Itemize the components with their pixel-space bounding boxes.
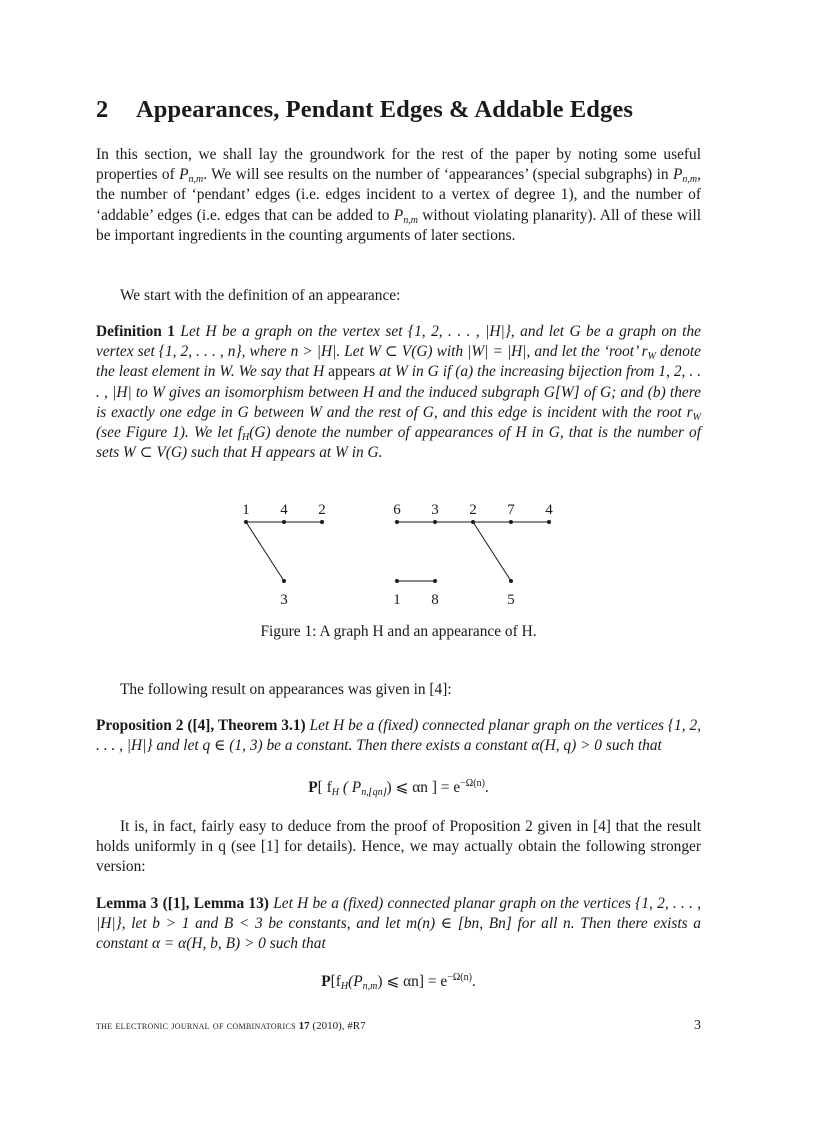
- vertex: [282, 520, 286, 524]
- proposition-label: Proposition 2 ([4], Theorem 3.1): [96, 717, 306, 734]
- vertex-label: 7: [507, 502, 515, 518]
- root-math: $r_W$: [686, 403, 701, 423]
- edge: [246, 522, 284, 581]
- vertex-label: 3: [431, 502, 439, 518]
- vertex-label: 5: [507, 592, 515, 608]
- vertex: [547, 520, 551, 524]
- vertex: [509, 520, 513, 524]
- graph-h: [242, 502, 326, 608]
- intro-text-4: without violating planarity). All of these will be important ingredients in the counting arguments of later sections.: [96, 206, 701, 244]
- figure-caption: Figure 1: A graph H and an appearance of H.: [260, 623, 537, 640]
- vertex: [395, 520, 399, 524]
- root-math: $r_W$: [641, 343, 656, 363]
- vertex: [244, 520, 248, 524]
- lemma-block: [96, 894, 701, 955]
- page-number: 3: [694, 1018, 701, 1033]
- vertex-label: 4: [280, 502, 288, 518]
- intro-text-1: In this section, we shall lay the groundwork for the rest of the paper by noting some useful properties of: [96, 146, 701, 184]
- page-footer: [96, 1020, 701, 1032]
- intro-text-3: , the number of ‘pendant’ edges (i.e. edges incident to a vertex of degree 1), and the number of ‘addable’ edges (i.e. edges that can be added to: [96, 166, 701, 224]
- result-intro: The following result on appearances was given in [4]:: [120, 681, 452, 698]
- pnm-math: $P_{n,m}$: [179, 166, 204, 186]
- vertex: [282, 579, 286, 583]
- definition-text-1: Let H be a graph on the vertex set {1, 2, . . . , |H|}, and let G be a graph on the vertex set {1, 2, . . . , n}, where n > |H|. Let W ⊂ V(G) with |W| = |H|, and let the ‘root’: [96, 323, 701, 361]
- fh-math: $f_H$: [237, 424, 250, 444]
- definition-text-5: (G) denote the number of appearances of H in G, that is the number of sets W ⊂ V(G) such that H appears at W in G.: [96, 424, 702, 462]
- vertex-label: 3: [280, 592, 288, 608]
- journal-volume: 17: [298, 1020, 310, 1032]
- section-title: Appearances, Pendant Edges & Addable Edges: [136, 96, 633, 123]
- vertex-label: 2: [469, 502, 477, 518]
- section-number: 2: [96, 96, 109, 123]
- vertex-label: 8: [431, 592, 439, 608]
- journal-name: the electronic journal of combinatorics: [96, 1020, 296, 1032]
- pnm-math: $P_{n,m}$: [672, 166, 698, 186]
- vertex: [395, 579, 399, 583]
- vertex-label: 4: [545, 502, 553, 518]
- vertex: [433, 520, 437, 524]
- proposition-text: Let H be a (fixed) connected planar graph on the vertices {1, 2, . . . , |H|} and let q ∈ (1, 3) be a constant. Then there exists a constant α(H, q) > 0 such that: [96, 717, 701, 755]
- definition-text-2: denote the least element in W. We say that H: [96, 343, 701, 381]
- journal-year: (2010), #R7: [312, 1020, 366, 1032]
- lemma-formula: $P[f_H(P_{n,m})$ ⩽ $\alpha n] = e^{-\Omega(n)}$.: [321, 972, 476, 992]
- intro-text-2: . We will see results on the number of ‘appearances’ (special subgraphs) in: [203, 166, 669, 184]
- lemma-text: Let H be a (fixed) connected planar graph on the vertices {1, 2, . . . , |H|}, let b > 1 and B < 3 be constants, and let m(n) ∈ [bn, Bn] for all n. Then there exists a constant α = α(H, b, B) > 0 such that: [96, 895, 701, 953]
- lemma-label: Lemma 3 ([1], Lemma 13): [96, 895, 269, 912]
- vertex-label: 1: [242, 502, 250, 518]
- definition-intro: We start with the definition of an appearance:: [120, 287, 401, 304]
- vertex-label: 1: [393, 592, 401, 608]
- graph-g: [393, 502, 553, 608]
- definition-label: Definition 1: [96, 323, 175, 340]
- vertex: [320, 520, 324, 524]
- vertex: [471, 520, 475, 524]
- proposition-formula: P[ $f_H$ ( $P_{n,⌊qn⌋}$) ⩽ αn ] = $e^{-\Omega(n)}$.: [308, 778, 489, 798]
- pnm-math: $P_{n,m}$: [393, 206, 418, 226]
- appears-term: appears: [328, 363, 376, 381]
- vertex: [433, 579, 437, 583]
- vertex-label: 6: [393, 502, 401, 518]
- proposition-block: [96, 716, 701, 756]
- definition-text-4: (see Figure 1). We let: [96, 424, 233, 442]
- edge: [473, 522, 511, 581]
- definition-text-3: at W in G if (a) the increasing bijection from 1, 2, . . . , |H| to W gives an isomorphism between H and the induced subgraph G[W] of G; and (b) there is exactly one edge in G between W and the rest of G, and this edge is incident with the root: [96, 363, 701, 421]
- remark-paragraph: It is, in fact, fairly easy to deduce from the proof of Proposition 2 given in [4] that the result holds uniformly in q (see [1] for details). Hence, we may actually obtain the following stronger version:: [96, 818, 701, 876]
- vertex-label: 2: [318, 502, 326, 518]
- vertex: [509, 579, 513, 583]
